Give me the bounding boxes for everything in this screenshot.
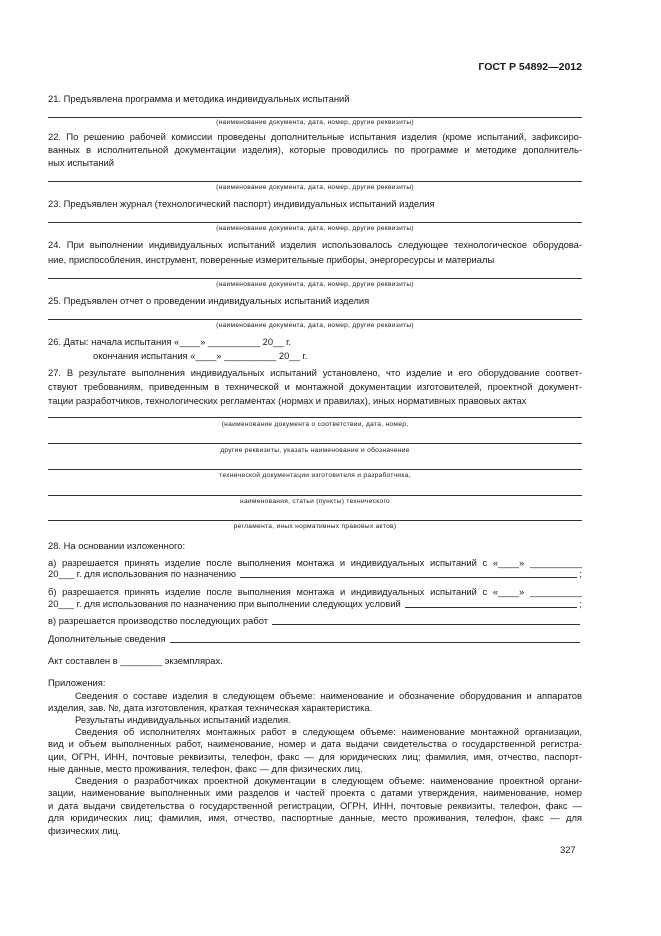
- appendix-4-line-2: зации, наименование выполненных ими разделов и частей проекта с датами утверждения, наименование, номер: [48, 787, 582, 798]
- fill-line: [48, 181, 582, 182]
- appendix-4-line-1: Сведения о разработчиках проектной документации в следующем объеме: наименование проектной органи-: [75, 775, 582, 786]
- item-28b-text: 20___ г. для использования по назначению при выполнении следующих условий: [48, 598, 401, 609]
- item-28v-text: в) разрешается производство последующих работ: [48, 615, 269, 626]
- fill-line: [48, 278, 582, 279]
- fill-line: [272, 623, 580, 625]
- item-23-text: 23. Предъявлен журнал (технологический паспорт) индивидуальных испытаний изделия: [48, 198, 435, 209]
- fill-line: [48, 443, 582, 444]
- fill-line: [48, 117, 582, 118]
- fill-line: [48, 319, 582, 320]
- appendix-3-line-2: вид и объем выполненных работ, наименование, номер и дата выдачи свидетельства о государственной регистра-: [48, 738, 582, 749]
- item-26-end-date: окончания испытания «____» __________ 20__ г.: [93, 350, 308, 361]
- item-24-line-2: ние, приспособления, инструмент, поверенные измерительные приборы, энергоресурсы и материалы: [48, 254, 495, 265]
- fill-line: [48, 417, 582, 418]
- caption-27-3: технической документации изготовителя и разработчика,: [219, 472, 411, 479]
- item-25-text: 25. Предъявлен отчет о проведении индивидуальных испытаний изделия: [48, 295, 370, 306]
- fill-line: [240, 576, 577, 578]
- item-24-line-1: 24. При выполнении индивидуальных испытаний изделия использовалось следующее технологическое оборудова-: [48, 239, 582, 250]
- fill-line: [48, 469, 582, 470]
- extra-info-label: Дополнительные сведения: [48, 633, 166, 644]
- fill-line: [405, 606, 578, 608]
- appendix-1-line-2: изделия, зав. №, дата изготовления, краткая техническая характеристика.: [48, 702, 373, 713]
- item-22-line-2: ванных в исполнительной документации изделия), которые проводились по программе и методике дополнитель-: [48, 144, 582, 155]
- item-27-line-1: 27. В результате выполнения индивидуальных испытаний установлено, что изделие и его оборудование соответ-: [48, 367, 582, 378]
- appendix-3-line-4: ные данные, место проживания, телефон, факс — для физических лиц.: [48, 763, 363, 774]
- caption-27-5: регламента, иных нормативных правовых актов): [233, 523, 397, 530]
- appendix-4-line-5: физических лиц.: [48, 825, 121, 836]
- item-22-line-3: ных испытаний: [48, 157, 115, 168]
- caption-doc: (наименование документа, дата, номер, другие реквизиты): [216, 119, 414, 126]
- caption-doc: (наименование документа, дата, номер, другие реквизиты): [216, 322, 414, 329]
- page-number: 327: [560, 844, 576, 855]
- appendix-4-line-3: и дата выдачи свидетельства о государственной регистрации, ОГРН, ИНН, почтовые реквизиты, телефон, факс —: [48, 800, 582, 811]
- caption-doc: (наименование документа, дата, номер, другие реквизиты): [216, 225, 414, 232]
- caption-27-4: наименования, статьи (пункты) технического: [240, 498, 390, 505]
- item-28b-line-2: [48, 598, 582, 610]
- fill-line: [170, 641, 580, 643]
- fill-line: [48, 520, 582, 521]
- item-28a-line-2: [48, 568, 582, 580]
- appendix-3-line-1: Сведения об исполнителях монтажных работ в следующем объеме: наименование монтажной организации,: [75, 726, 582, 737]
- item-28-title: 28. На основании изложенного:: [48, 540, 186, 551]
- fill-line: [48, 495, 582, 496]
- document-header: ГОСТ Р 54892—2012: [478, 61, 582, 73]
- caption-27-2: другие реквизиты, указать наименование и обозначение: [220, 447, 410, 454]
- item-22-line-1: 22. По решению рабочей комиссии проведены дополнительные испытания изделия (кроме испытаний, зафиксиро-: [48, 131, 582, 142]
- caption-27-1: (наименование документа о соответствии, дата, номер,: [221, 421, 409, 428]
- item-28v-line: [48, 615, 582, 627]
- item-21-text: 21. Предъявлена программа и методика индивидуальных испытаний: [48, 93, 350, 104]
- appendix-1-line-1: Сведения о составе изделия в следующем объеме: наименование и обозначение оборудования и аппаратов: [75, 690, 582, 701]
- item-28b-line-1: б) разрешается принять изделие после выполнения монтажа и индивидуальных испытаний с «____» __________: [48, 586, 582, 597]
- appendices-title: Приложения:: [48, 677, 106, 688]
- appendix-2: Результаты индивидуальных испытаний изделия.: [75, 714, 291, 725]
- semicolon: ;: [579, 568, 582, 579]
- semicolon: ;: [579, 598, 582, 609]
- extra-info-line: [48, 633, 582, 645]
- item-28a-text: 20___ г. для использования по назначению: [48, 568, 236, 579]
- appendix-3-line-3: ции, ОГРН, ИНН, почтовые реквизиты, телефон, факс — для юридических лиц; фамилия, имя, отчество, паспорт-: [48, 751, 582, 762]
- item-27-line-2: ствуют требованиям, приведенным в технической и монтажной документации изготовителей, проектной документ-: [48, 381, 582, 392]
- copies-text: Акт составлен в ________ экземплярах.: [48, 655, 223, 666]
- item-28a-line-1: а) разрешается принять изделие после выполнения монтажа и индивидуальных испытаний с «____» __________: [48, 557, 582, 568]
- item-27-line-3: тации разработчиков, технологических регламентах (нормах и правилах), иных нормативных правовых актах: [48, 395, 527, 406]
- appendix-4-line-4: для юридических лиц; фамилия, имя, отчество, паспортные данные, место проживания, телефон, факс — для: [48, 812, 582, 823]
- caption-doc: (наименование документа, дата, номер, другие реквизиты): [216, 281, 414, 288]
- fill-line: [48, 222, 582, 223]
- caption-doc: (наименование документа, дата, номер, другие реквизиты): [216, 184, 414, 191]
- item-26-start-date: 26. Даты: начала испытания «____» __________ 20__ г.: [48, 336, 292, 347]
